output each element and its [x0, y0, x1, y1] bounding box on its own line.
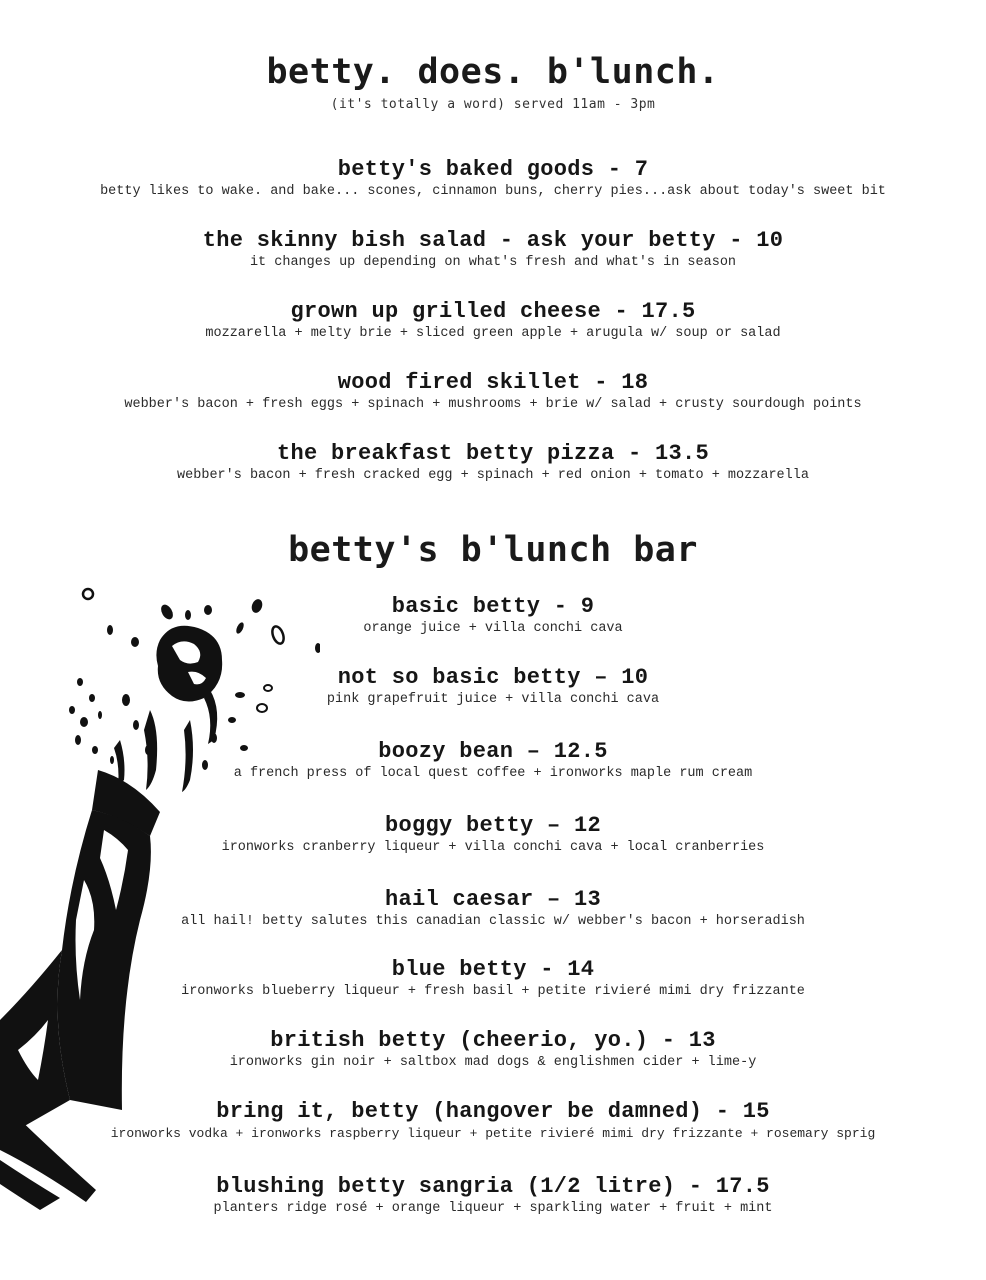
bar-item-boozy-bean	[0, 739, 986, 783]
item-description: a french press of local quest coffee + ironworks maple rum cream	[233, 766, 753, 781]
item-description: all hail! betty salutes this canadian classic w/ webber's bacon + horseradish	[181, 914, 805, 929]
item-name: blue betty - 14	[391, 957, 595, 982]
menu-item-skinny-bish-salad	[0, 228, 986, 272]
item-description: pink grapefruit juice + villa conchi cava	[326, 692, 660, 707]
item-description: ironworks gin noir + saltbox mad dogs & englishmen cider + lime-y	[229, 1055, 757, 1070]
menu-subtitle: (it's totally a word) served 11am - 3pm	[330, 97, 656, 112]
item-name: wood fired skillet - 18	[337, 370, 649, 395]
menu-item-wood-fired-skillet	[0, 370, 986, 414]
bar-item-basic-betty	[0, 594, 986, 638]
item-description: it changes up depending on what's fresh and what's in season	[249, 255, 737, 270]
menu-item-grilled-cheese	[0, 299, 986, 343]
bar-item-blue-betty	[0, 957, 986, 1001]
item-description: ironworks vodka + ironworks raspberry liqueur + petite rivieré mimi dry frizzante + rosemary sprig	[110, 1126, 876, 1141]
item-name: not so basic betty – 10	[337, 665, 649, 690]
menu-item-breakfast-pizza	[0, 441, 986, 485]
item-description: webber's bacon + fresh cracked egg + spinach + red onion + tomato + mozzarella	[177, 468, 809, 483]
item-description: ironworks cranberry liqueur + villa conchi cava + local cranberries	[221, 840, 765, 855]
item-description: planters ridge rosé + orange liqueur + sparkling water + fruit + mint	[213, 1201, 773, 1216]
item-name: grown up grilled cheese - 17.5	[290, 299, 696, 324]
item-name: hail caesar – 13	[384, 887, 602, 912]
bar-item-hail-caesar	[0, 887, 986, 931]
bar-item-blushing-betty-sangria	[0, 1174, 986, 1218]
bar-item-bring-it-betty	[0, 1099, 986, 1143]
item-description: orange juice + villa conchi cava	[363, 621, 623, 636]
item-name: the breakfast betty pizza - 13.5	[276, 441, 710, 466]
item-description: betty likes to wake. and bake... scones, cinnamon buns, cherry pies...ask about today's sweet bit	[100, 184, 886, 199]
bar-section-title: betty's b'lunch bar	[288, 530, 698, 570]
item-description: ironworks blueberry liqueur + fresh basil + petite rivieré mimi dry frizzante	[181, 984, 805, 999]
item-name: boggy betty – 12	[384, 813, 602, 838]
item-description: mozzarella + melty brie + sliced green apple + arugula w/ soup or salad	[205, 326, 781, 341]
bar-item-not-so-basic-betty	[0, 665, 986, 709]
menu-title: betty. does. b'lunch.	[266, 52, 720, 92]
item-name: betty's baked goods - 7	[337, 157, 649, 182]
item-name: blushing betty sangria (1/2 litre) - 17.5	[216, 1174, 770, 1199]
item-name: boozy bean – 12.5	[378, 739, 608, 764]
item-name: the skinny bish salad - ask your betty - 10	[202, 228, 784, 253]
menu-item-baked-goods	[0, 157, 986, 201]
item-name: british betty (cheerio, yo.) - 13	[270, 1028, 716, 1053]
bar-item-british-betty	[0, 1028, 986, 1072]
item-description: webber's bacon + fresh eggs + spinach + mushrooms + brie w/ salad + crusty sourdough points	[124, 397, 862, 412]
item-name: bring it, betty (hangover be damned) - 15	[216, 1099, 770, 1124]
bar-item-boggy-betty	[0, 813, 986, 857]
item-name: basic betty - 9	[391, 594, 595, 619]
